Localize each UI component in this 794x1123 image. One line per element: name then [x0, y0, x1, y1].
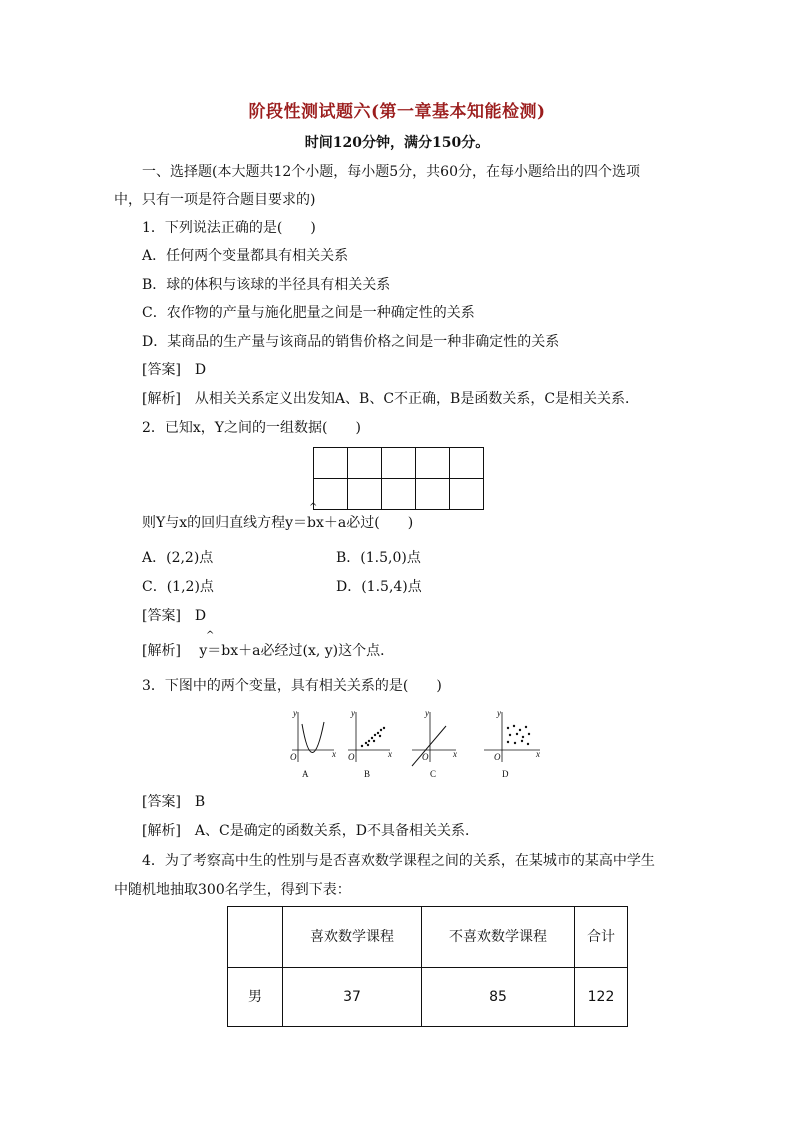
- q2-followup: 则Y与x的回归直线方程y＝bx＋a必过( ): [142, 515, 414, 531]
- q4-stem-line-1: 4．为了考察高中生的性别与是否喜欢数学课程之间的关系，在某城市的某高中学生: [142, 853, 655, 869]
- table-cell-like: 37: [283, 968, 422, 1027]
- q2-option-a: A．(2,2)点: [142, 550, 214, 566]
- plot-d: [484, 708, 540, 779]
- axis-x-label: x: [388, 749, 392, 759]
- axis-x-label: x: [332, 749, 336, 759]
- origin-label: O: [290, 752, 297, 762]
- q1-option-d: D．某商品的生产量与该商品的销售价格之间是一种非确定性的关系: [142, 334, 560, 350]
- q2-option-d: D．(1.5,4)点: [336, 579, 422, 595]
- q1-stem: 1．下列说法正确的是( ): [142, 220, 316, 236]
- intro-line-1: 一、选择题(本大题共12个小题，每小题5分，共60分，在每小题给出的四个选项: [142, 164, 640, 180]
- table-cell-corner: [228, 907, 283, 968]
- q2-analysis: [解析] y＝bx＋a必经过(x, y)这个点．: [142, 643, 395, 659]
- q2-answer: [答案] D: [142, 608, 207, 624]
- scatter-points-d: [507, 725, 530, 745]
- plot-label-c: C: [430, 769, 437, 779]
- page-subtitle: 时间120分钟，满分150分。: [304, 135, 490, 151]
- table-header-dislike: 不喜欢数学课程: [422, 907, 575, 968]
- table-row: [228, 968, 628, 1027]
- grid-row: [314, 448, 484, 479]
- q1-answer: [答案] D: [142, 362, 207, 378]
- hat-mark: ^: [206, 630, 215, 641]
- table-cell-total: 122: [575, 968, 628, 1027]
- axis-y-label: y: [425, 708, 429, 718]
- axis-y-label: y: [497, 708, 501, 718]
- scatter-points-b: [361, 727, 385, 747]
- q2-data-grid: [313, 447, 484, 510]
- grid-row: [314, 479, 484, 510]
- table-header-row: [228, 907, 628, 968]
- table-header-total: 合计: [575, 907, 628, 968]
- plot-label-d: D: [502, 769, 509, 779]
- hat-mark: ^: [309, 502, 318, 513]
- table-header-like: 喜欢数学课程: [283, 907, 422, 968]
- origin-label: O: [348, 752, 355, 762]
- axis-x-label: x: [536, 749, 540, 759]
- q1-analysis: [解析] 从相关关系定义出发知A、B、C不正确，B是函数关系，C是相关关系．: [142, 391, 640, 407]
- axis-x-label: x: [453, 749, 457, 759]
- origin-label: O: [422, 752, 429, 762]
- q3-stem: 3．下图中的两个变量，具有相关关系的是( ): [142, 678, 442, 694]
- plot-label-b: B: [364, 769, 371, 779]
- table-cell-dislike: 85: [422, 968, 575, 1027]
- q3-scatter-figures: [282, 704, 542, 784]
- axis-y-label: y: [293, 708, 297, 718]
- q1-option-b: B．球的体积与该球的半径具有相关关系: [142, 277, 391, 293]
- q1-option-c: C．农作物的产量与施化肥量之间是一种确定性的关系: [142, 305, 475, 321]
- plot-label-a: A: [302, 769, 309, 779]
- intro-line-2: 中，只有一项是符合题目要求的): [114, 192, 316, 208]
- q2-option-b: B．(1.5,0)点: [336, 550, 421, 566]
- table-cell-gender: 男: [228, 968, 283, 1027]
- q2-stem: 2．已知x，Y之间的一组数据( ): [142, 420, 361, 436]
- q3-analysis: [解析] A、C是确定的函数关系，D不具备相关关系．: [142, 823, 479, 839]
- q4-stem-line-2: 中随机地抽取300名学生，得到下表：: [114, 882, 351, 898]
- q3-answer: [答案] B: [142, 794, 206, 810]
- plot-b: [348, 708, 392, 779]
- q4-data-table: [227, 906, 628, 1027]
- q1-option-a: A．任何两个变量都具有相关关系: [142, 248, 349, 264]
- origin-label: O: [494, 752, 501, 762]
- plot-c: [412, 708, 457, 779]
- q2-option-c: C．(1,2)点: [142, 579, 214, 595]
- plot-a: [290, 708, 336, 779]
- page-title: 阶段性测试题六(第一章基本知能检测): [248, 102, 546, 122]
- axis-y-label: y: [351, 708, 355, 718]
